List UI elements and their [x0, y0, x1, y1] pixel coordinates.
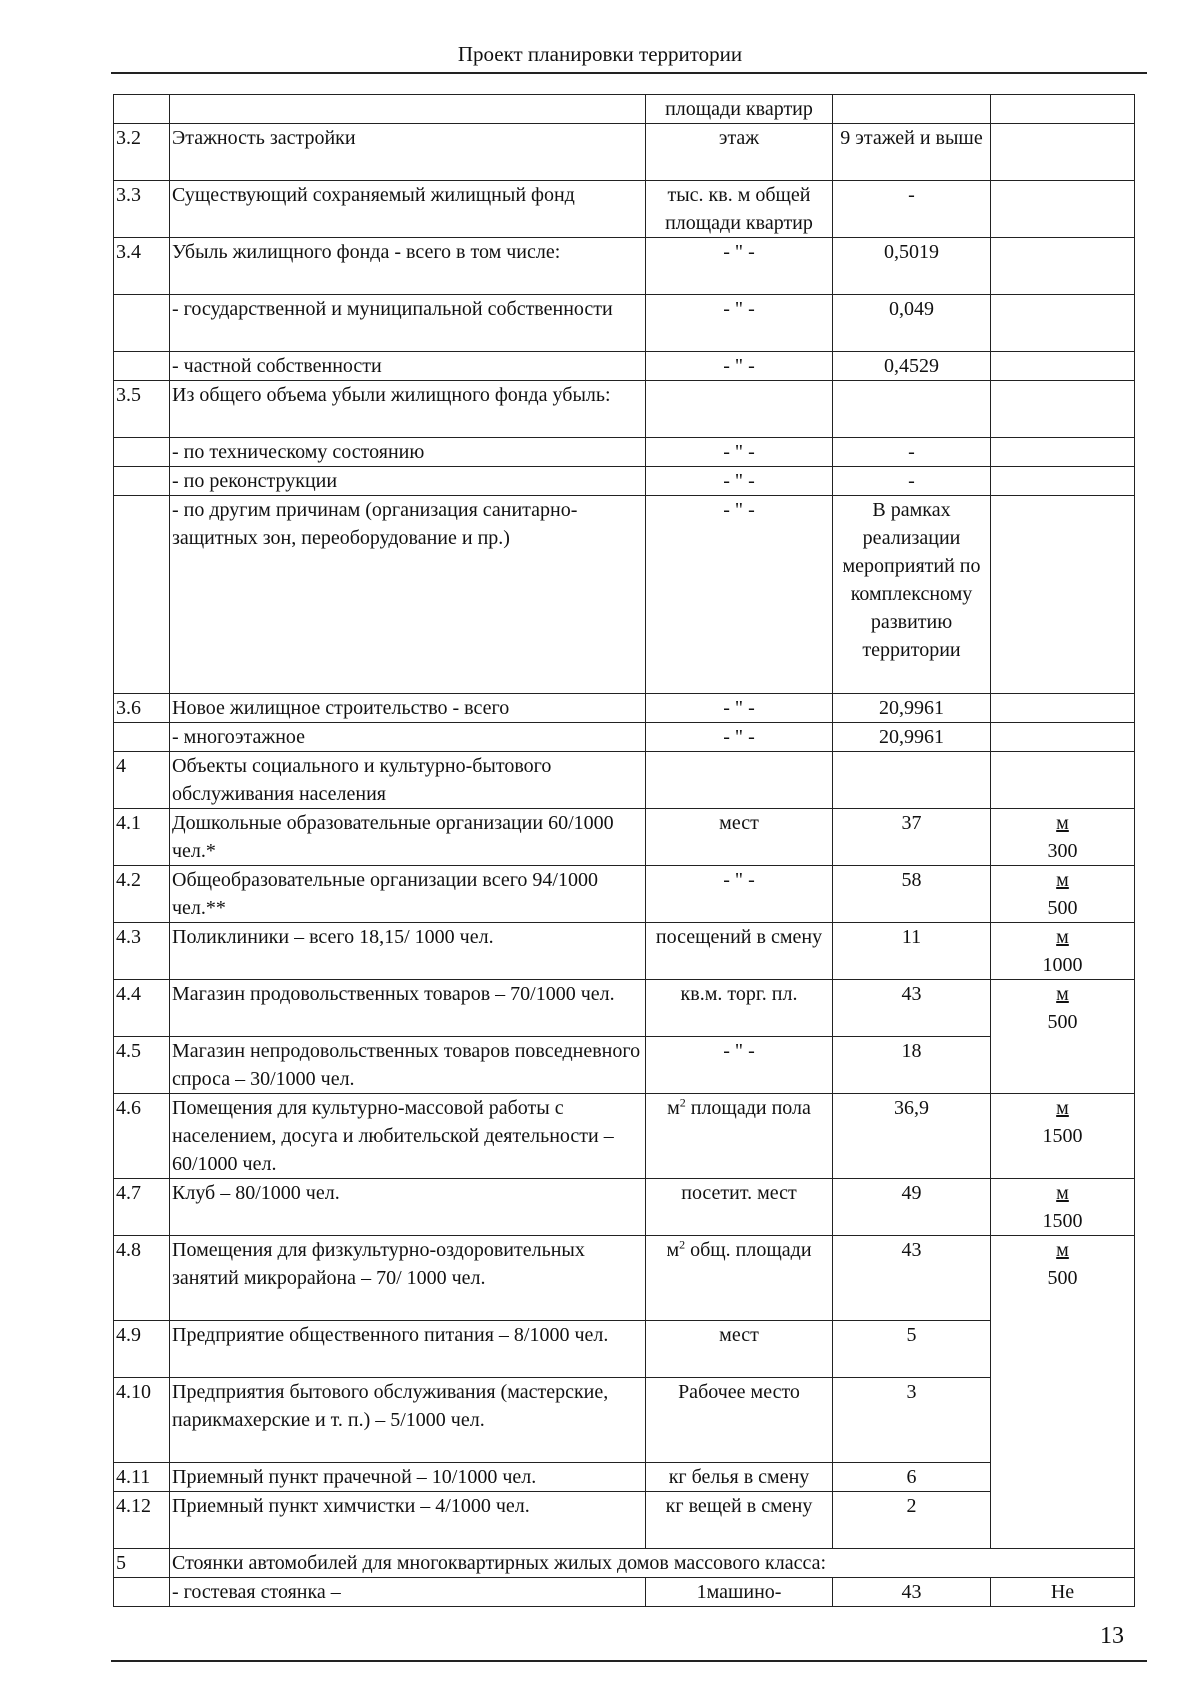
- table-row: [114, 381, 1135, 438]
- note-value: 500: [1047, 1267, 1078, 1289]
- note-cell: [991, 694, 1135, 723]
- table-row: [114, 295, 1135, 352]
- row-number: [114, 295, 170, 352]
- unit-cell: посетит. мест: [646, 1179, 833, 1236]
- row-number: 4: [114, 752, 170, 809]
- unit-cell: - " -: [646, 295, 833, 352]
- table-row: [114, 1037, 1135, 1094]
- unit-cell: мест: [646, 1321, 833, 1378]
- note-cell: [991, 124, 1135, 181]
- unit-cell: [646, 1236, 833, 1321]
- unit-cell: - " -: [646, 866, 833, 923]
- row-number: 3.3: [114, 181, 170, 238]
- unit-cell: тыс. кв. м общей площади квартир: [646, 181, 833, 238]
- value-cell: 0,5019: [833, 238, 991, 295]
- unit-cell: площади квартир: [646, 95, 833, 124]
- note-cell: [991, 1094, 1135, 1179]
- unit-superscript: 2: [679, 1095, 686, 1110]
- unit-superscript: 2: [679, 1237, 686, 1252]
- row-number: [114, 352, 170, 381]
- value-cell: 43: [833, 1578, 991, 1607]
- header-rule: [111, 72, 1147, 74]
- indicator-name: Клуб – 80/1000 чел.: [170, 1179, 646, 1236]
- indicator-name: - многоэтажное: [170, 723, 646, 752]
- indicator-name: Этажность застройки: [170, 124, 646, 181]
- note-cell: [991, 923, 1135, 980]
- table-row: [114, 352, 1135, 381]
- indicator-name: Из общего объема убыли жилищного фонда убыль:: [170, 381, 646, 438]
- indicator-name: - частной собственности: [170, 352, 646, 381]
- value-cell: 49: [833, 1179, 991, 1236]
- table-row: [114, 723, 1135, 752]
- note-value: 500: [1047, 897, 1078, 919]
- note-cell: [991, 809, 1135, 866]
- table-row: [114, 1463, 1135, 1492]
- unit-cell: [646, 381, 833, 438]
- table-row: [114, 1549, 1135, 1578]
- table-row: [114, 238, 1135, 295]
- unit-cell: - " -: [646, 352, 833, 381]
- value-cell: В рамках реализации мероприятий по комплексному развитию территории: [833, 496, 991, 694]
- value-cell: 20,9961: [833, 694, 991, 723]
- note-cell: [991, 1236, 1135, 1549]
- value-cell: 0,4529: [833, 352, 991, 381]
- note-unit: м: [1056, 1097, 1069, 1119]
- unit-suffix: общ. площади: [685, 1239, 812, 1261]
- indicator-name: Убыль жилищного фонда - всего в том числе:: [170, 238, 646, 295]
- indicator-name: Существующий сохраняемый жилищный фонд: [170, 181, 646, 238]
- note-cell: [991, 295, 1135, 352]
- row-number: [114, 438, 170, 467]
- unit-cell: - " -: [646, 723, 833, 752]
- note-unit: м: [1056, 926, 1069, 948]
- note-cell: [991, 181, 1135, 238]
- indicator-name: Приемный пункт химчистки – 4/1000 чел.: [170, 1492, 646, 1549]
- note-unit: м: [1056, 812, 1069, 834]
- table-row: [114, 923, 1135, 980]
- unit-prefix: м: [666, 1239, 680, 1261]
- table-row: [114, 467, 1135, 496]
- row-number: 4.12: [114, 1492, 170, 1549]
- indicator-name: Помещения для культурно-массовой работы с населением, досуга и любительской деятельности – 60/1000 чел.: [170, 1094, 646, 1179]
- page-header-title: Проект планировки территории: [457, 42, 743, 66]
- note-cell: [991, 95, 1135, 124]
- value-cell: 9 этажей и выше: [833, 124, 991, 181]
- indicator-name: Поликлиники – всего 18,15/ 1000 чел.: [170, 923, 646, 980]
- unit-cell: [646, 1094, 833, 1179]
- note-value: 1000: [1042, 954, 1083, 976]
- indicator-name: Магазин непродовольственных товаров повседневного спроса – 30/1000 чел.: [170, 1037, 646, 1094]
- row-number: 4.1: [114, 809, 170, 866]
- indicator-name: Магазин продовольственных товаров – 70/1000 чел.: [170, 980, 646, 1037]
- unit-cell: - " -: [646, 694, 833, 723]
- indicator-name: Предприятие общественного питания – 8/1000 чел.: [170, 1321, 646, 1378]
- row-number: [114, 1578, 170, 1607]
- value-cell: 20,9961: [833, 723, 991, 752]
- value-cell: [833, 752, 991, 809]
- value-cell: -: [833, 467, 991, 496]
- note-cell: [991, 467, 1135, 496]
- table-row: [114, 1179, 1135, 1236]
- unit-cell: этаж: [646, 124, 833, 181]
- note-value: 500: [1047, 1011, 1078, 1033]
- table-row: [114, 181, 1135, 238]
- row-number: 4.11: [114, 1463, 170, 1492]
- unit-cell: - " -: [646, 1037, 833, 1094]
- row-number: 4.5: [114, 1037, 170, 1094]
- unit-cell: кг вещей в смену: [646, 1492, 833, 1549]
- table-row: [114, 866, 1135, 923]
- table-row: [114, 1378, 1135, 1463]
- page-number: 13: [1100, 1623, 1124, 1649]
- footer-rule: [111, 1660, 1147, 1662]
- indicator-name: - государственной и муниципальной собственности: [170, 295, 646, 352]
- note-cell: [991, 496, 1135, 694]
- unit-cell: - " -: [646, 496, 833, 694]
- value-cell: 58: [833, 866, 991, 923]
- indicator-name: Объекты социального и культурно-бытового обслуживания населения: [170, 752, 646, 809]
- unit-cell: - " -: [646, 438, 833, 467]
- row-number: 3.6: [114, 694, 170, 723]
- note-cell: [991, 980, 1135, 1094]
- unit-cell: кв.м. торг. пл.: [646, 980, 833, 1037]
- note-value: 300: [1047, 840, 1078, 862]
- value-cell: 36,9: [833, 1094, 991, 1179]
- row-number: 4.9: [114, 1321, 170, 1378]
- value-cell: 43: [833, 980, 991, 1037]
- note-cell: [991, 438, 1135, 467]
- unit-cell: - " -: [646, 467, 833, 496]
- note-unit: м: [1056, 869, 1069, 891]
- note-cell: Не: [991, 1578, 1135, 1607]
- row-number: 4.6: [114, 1094, 170, 1179]
- unit-cell: мест: [646, 809, 833, 866]
- table-row: [114, 496, 1135, 694]
- row-number: 3.2: [114, 124, 170, 181]
- row-number: 4.2: [114, 866, 170, 923]
- note-cell: [991, 1179, 1135, 1236]
- unit-cell: кг белья в смену: [646, 1463, 833, 1492]
- section-heading: Стоянки автомобилей для многоквартирных жилых домов массового класса:: [170, 1549, 1135, 1578]
- value-cell: 11: [833, 923, 991, 980]
- row-number: 5: [114, 1549, 170, 1578]
- value-cell: [833, 381, 991, 438]
- row-number: 3.4: [114, 238, 170, 295]
- row-number: [114, 496, 170, 694]
- value-cell: -: [833, 438, 991, 467]
- note-cell: [991, 866, 1135, 923]
- value-cell: 0,049: [833, 295, 991, 352]
- indicator-name: Помещения для физкультурно-оздоровительных занятий микрорайона – 70/ 1000 чел.: [170, 1236, 646, 1321]
- table-row: [114, 1094, 1135, 1179]
- unit-cell: 1машино-: [646, 1578, 833, 1607]
- value-cell: 18: [833, 1037, 991, 1094]
- note-unit: м: [1056, 983, 1069, 1005]
- table-row: [114, 752, 1135, 809]
- row-number: [114, 723, 170, 752]
- indicators-table: [113, 94, 1135, 1607]
- value-cell: 37: [833, 809, 991, 866]
- value-cell: 43: [833, 1236, 991, 1321]
- unit-suffix: площади пола: [685, 1097, 811, 1119]
- row-number: 3.5: [114, 381, 170, 438]
- value-cell: 6: [833, 1463, 991, 1492]
- note-cell: [991, 723, 1135, 752]
- indicator-name: Предприятия бытового обслуживания (мастерские, парикмахерские и т. п.) – 5/1000 чел.: [170, 1378, 646, 1463]
- indicator-name: Общеобразовательные организации всего 94/1000 чел.**: [170, 866, 646, 923]
- value-cell: 3: [833, 1378, 991, 1463]
- table-row: [114, 1321, 1135, 1378]
- table-row: [114, 694, 1135, 723]
- indicator-name: Дошкольные образовательные организации 60/1000 чел.*: [170, 809, 646, 866]
- table-row: [114, 95, 1135, 124]
- table-row: [114, 124, 1135, 181]
- row-number: 4.4: [114, 980, 170, 1037]
- note-value: 1500: [1042, 1210, 1083, 1232]
- value-cell: 2: [833, 1492, 991, 1549]
- table-row: [114, 1578, 1135, 1607]
- note-cell: [991, 352, 1135, 381]
- unit-cell: посещений в смену: [646, 923, 833, 980]
- unit-prefix: м: [667, 1097, 680, 1119]
- table-row: [114, 809, 1135, 866]
- unit-cell: Рабочее место: [646, 1378, 833, 1463]
- indicator-name: - по техническому состоянию: [170, 438, 646, 467]
- row-number: 4.3: [114, 923, 170, 980]
- note-cell: [991, 752, 1135, 809]
- indicator-name: - гостевая стоянка –: [170, 1578, 646, 1607]
- indicator-name: - по реконструкции: [170, 467, 646, 496]
- note-unit: м: [1056, 1239, 1069, 1261]
- indicator-name: - по другим причинам (организация санитарно-защитных зон, переоборудование и пр.): [170, 496, 646, 694]
- row-number: 4.10: [114, 1378, 170, 1463]
- indicator-name: Приемный пункт прачечной – 10/1000 чел.: [170, 1463, 646, 1492]
- table-row: [114, 1492, 1135, 1549]
- note-cell: [991, 381, 1135, 438]
- table-row: [114, 980, 1135, 1037]
- indicator-name: Новое жилищное строительство - всего: [170, 694, 646, 723]
- row-number: [114, 467, 170, 496]
- row-number: [114, 95, 170, 124]
- table-row: [114, 438, 1135, 467]
- note-unit: м: [1056, 1182, 1069, 1204]
- indicator-name: [170, 95, 646, 124]
- table-row: [114, 1236, 1135, 1321]
- unit-cell: - " -: [646, 238, 833, 295]
- row-number: 4.8: [114, 1236, 170, 1321]
- value-cell: -: [833, 181, 991, 238]
- row-number: 4.7: [114, 1179, 170, 1236]
- note-cell: [991, 238, 1135, 295]
- note-value: 1500: [1042, 1125, 1083, 1147]
- value-cell: 5: [833, 1321, 991, 1378]
- unit-cell: [646, 752, 833, 809]
- value-cell: [833, 95, 991, 124]
